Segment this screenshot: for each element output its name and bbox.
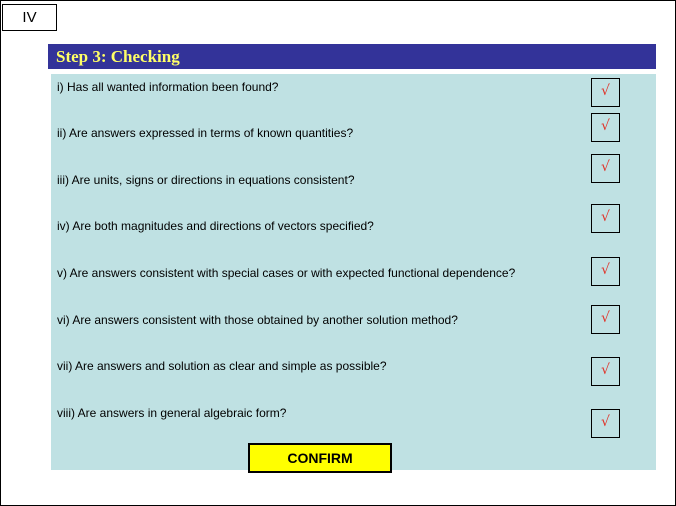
checkbox-4[interactable]: √ — [591, 204, 620, 233]
checkbox-8[interactable]: √ — [591, 409, 620, 438]
checkbox-6[interactable]: √ — [591, 305, 620, 334]
question-3: iii) Are units, signs or directions in equations consistent? — [57, 173, 355, 187]
checkbox-5[interactable]: √ — [591, 257, 620, 286]
question-4: iv) Are both magnitudes and directions of vectors specified? — [57, 219, 374, 233]
confirm-button[interactable]: CONFIRM — [248, 443, 392, 473]
question-1: i) Has all wanted information been found? — [57, 80, 279, 94]
question-7: vii) Are answers and solution as clear and simple as possible? — [57, 359, 387, 373]
question-6: vi) Are answers consistent with those obtained by another solution method? — [57, 313, 458, 327]
section-label: IV — [2, 4, 57, 31]
step-header: Step 3: Checking — [48, 44, 656, 69]
question-2: ii) Are answers expressed in terms of known quantities? — [57, 126, 354, 140]
question-8: viii) Are answers in general algebraic form? — [57, 406, 287, 420]
checkbox-3[interactable]: √ — [591, 154, 620, 183]
checkbox-2[interactable]: √ — [591, 113, 620, 142]
checkbox-1[interactable]: √ — [591, 78, 620, 107]
checkbox-7[interactable]: √ — [591, 357, 620, 386]
question-5: v) Are answers consistent with special cases or with expected functional dependence? — [57, 266, 516, 280]
